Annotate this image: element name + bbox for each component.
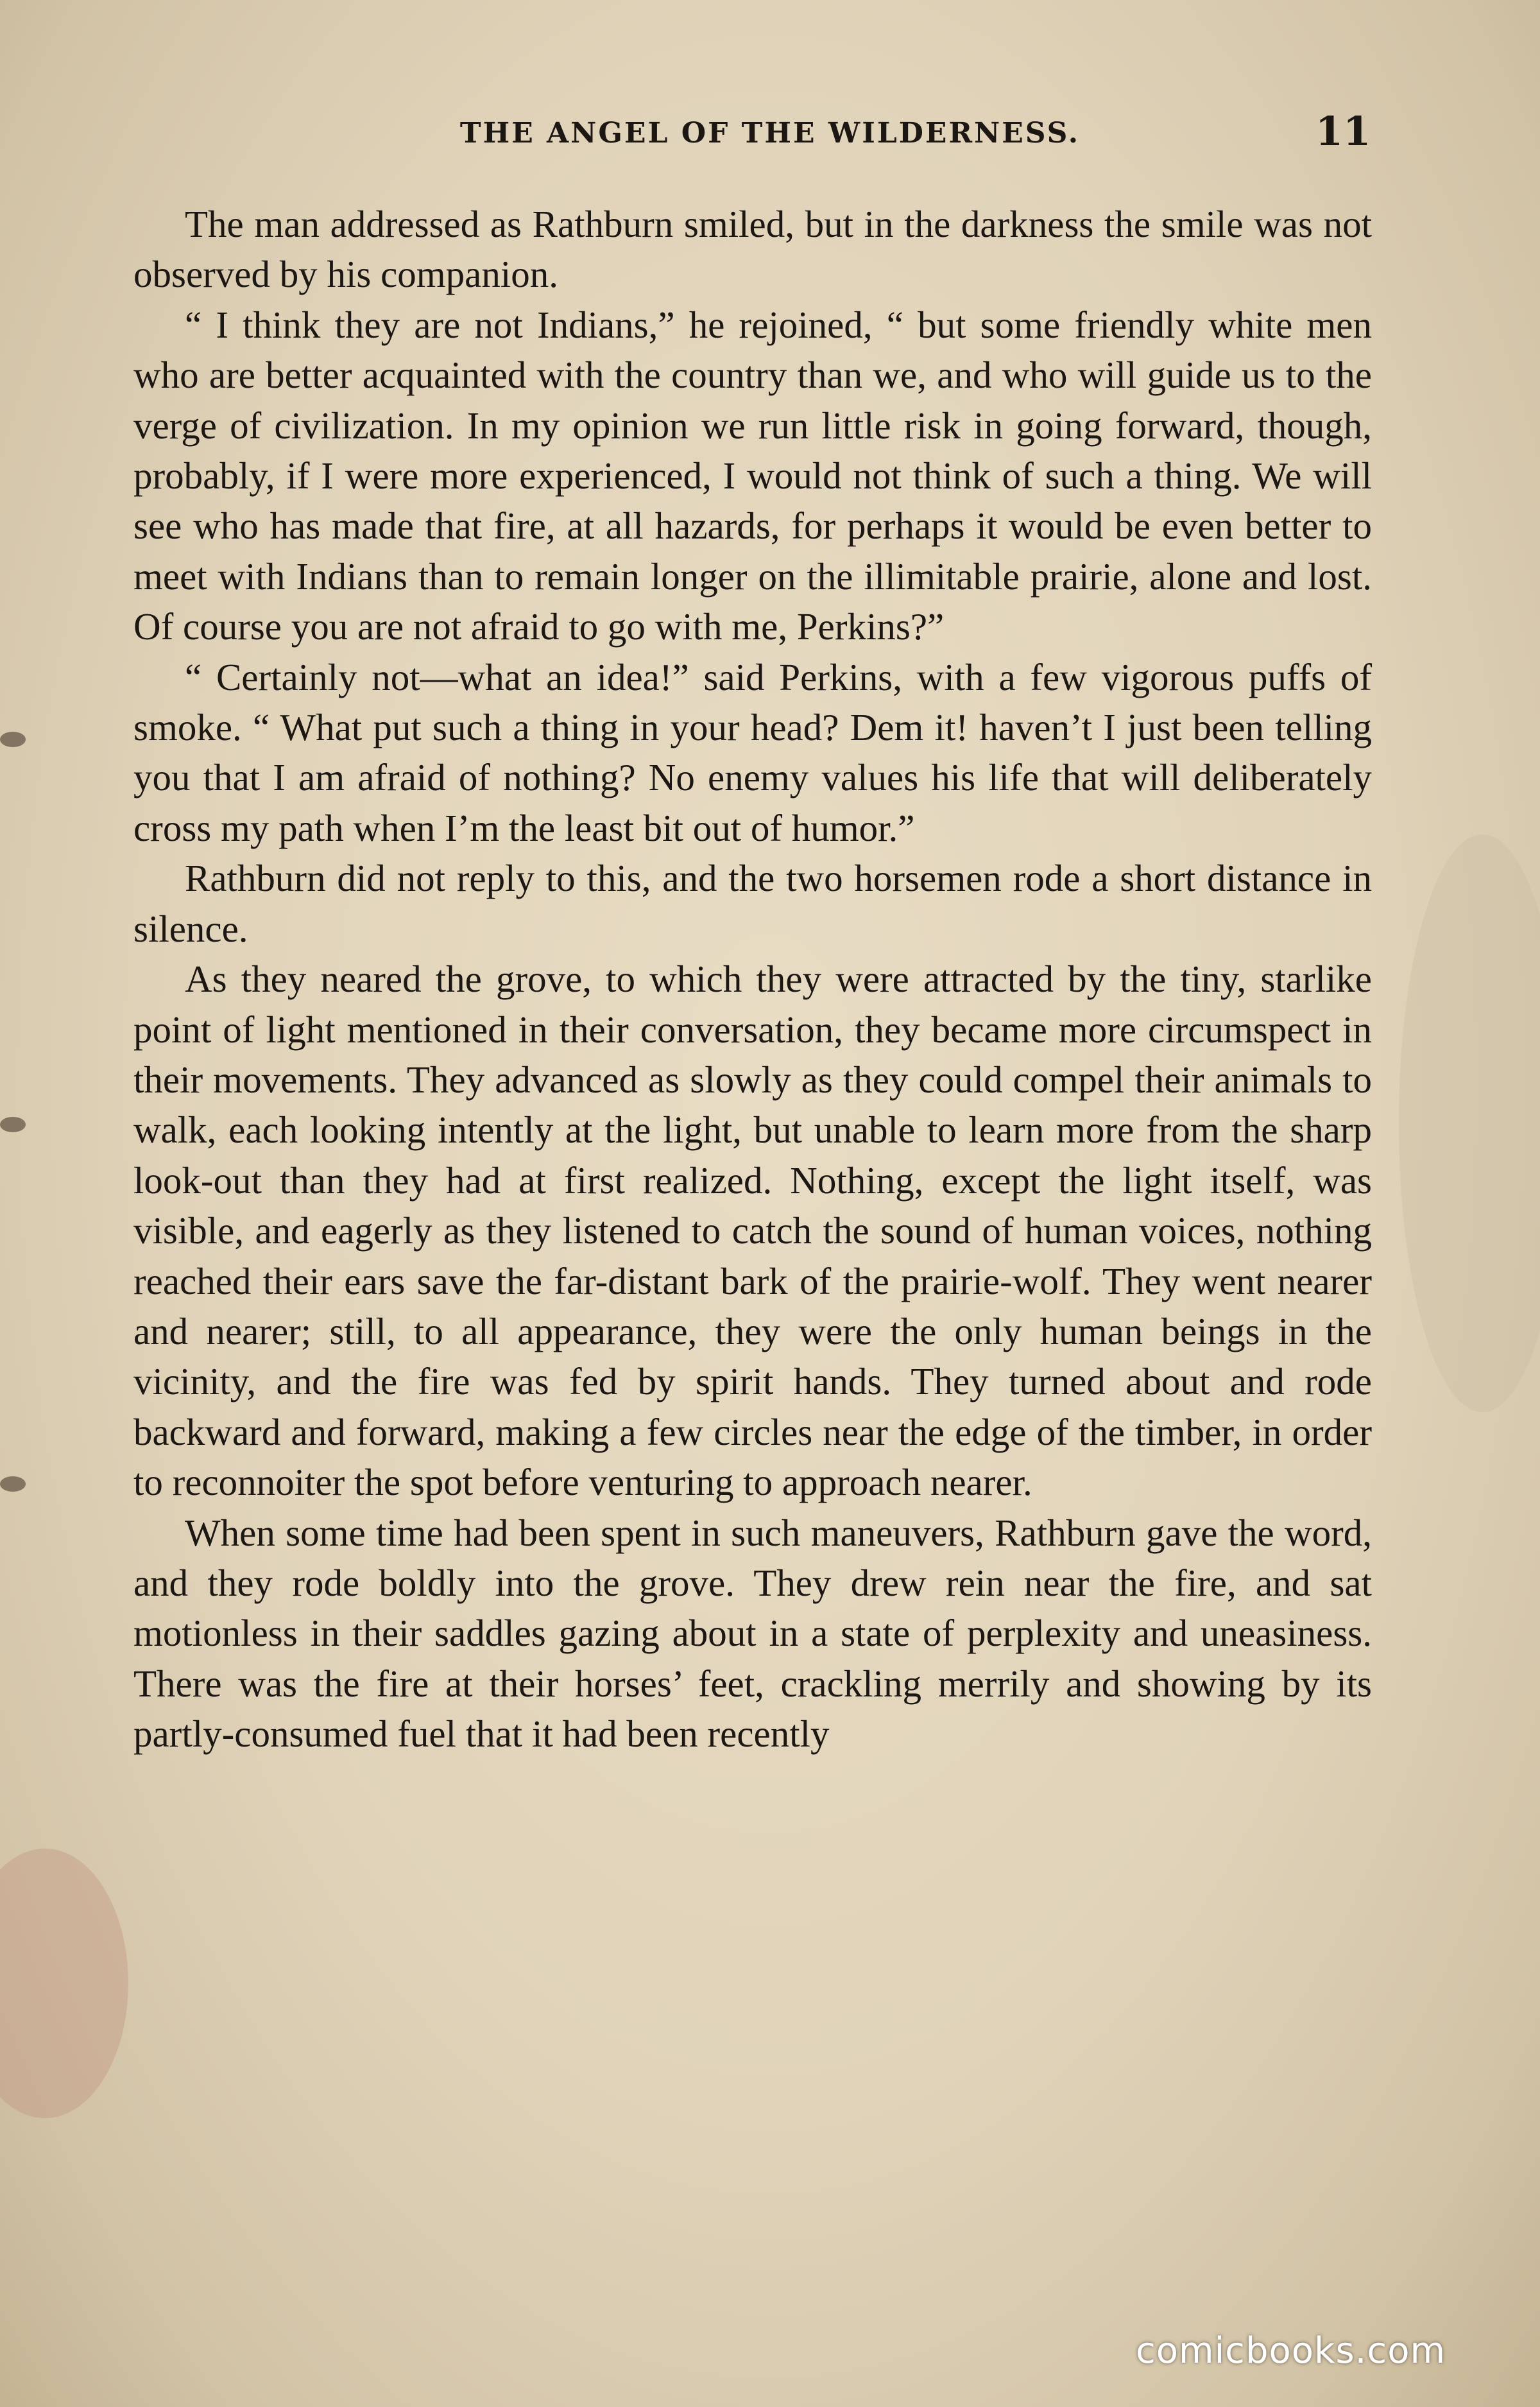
running-title: THE ANGEL OF THE WILDERNESS. xyxy=(459,117,1081,150)
body-text xyxy=(133,199,1372,1759)
watermark: comicbooks.com xyxy=(1136,2330,1446,2372)
binding-hole xyxy=(0,1476,26,1492)
paragraph: “ I think they are not Indians,” he rejoined, “ but some friendly white men who are better acquainted with the country than we, and who will guide us to the verge of civilization. In my opinion we run little risk in going forward, though, probably, if I were more experienced, I would not think of such a thing. We will see who has made that fire, at all hazards, for perhaps it would be even better to meet with Indians than to remain longer on the illimitable prairie, alone and lost. Of course you are not afraid to go with me, Perkins?” xyxy=(133,303,1372,648)
page-stain xyxy=(0,1849,128,2118)
paragraph: The man addressed as Rathburn smiled, but in the darkness the smile was not observed by his companion. xyxy=(133,203,1372,296)
page-stain xyxy=(1399,834,1540,1412)
binding-hole xyxy=(0,1117,26,1132)
paragraph: “ Certainly not—what an idea!” said Perkins, with a few vigorous puffs of smoke. “ What put such a thing in your head? Dem it! haven’t I just been telling you that I am afraid of nothing? No enemy values his life that will deliberately cross my path when I’m the least bit out of humor.” xyxy=(133,655,1372,849)
binding-hole xyxy=(0,732,26,747)
paragraph: Rathburn did not reply to this, and the two horsemen rode a short distance in silence. xyxy=(133,857,1372,950)
paragraph: When some time had been spent in such maneuvers, Rathburn gave the word, and they rode boldly into the grove. They drew rein near the fire, and sat motionless in their saddles gazing about in a state of perplexity and uneasiness. There was the fire at their horses’ feet, crackling merrily and showing by its partly-consumed fuel that it had been recently xyxy=(133,1511,1372,1756)
paragraph: As they neared the grove, to which they were attracted by the tiny, starlike point of light mentioned in their conversation, they became more circumspect in their movements. They advanced as slowly as they could compel their animals to walk, each looking intently at the light, but unable to learn more from the sharp look-out than they had at first realized. Nothing, except the light itself, was visible, and eagerly as they listened to catch the sound of human voices, nothing reached their ears save the far-distant bark of the prairie-wolf. They went nearer and nearer; still, to all appearance, they were the only human beings in the vicinity, and the fire was fed by spirit hands. They turned about and rode backward and forward, making a few circles near the edge of the timber, in order to reconnoiter the spot before venturing to approach nearer. xyxy=(133,958,1372,1504)
page-number: 11 xyxy=(1315,108,1371,155)
